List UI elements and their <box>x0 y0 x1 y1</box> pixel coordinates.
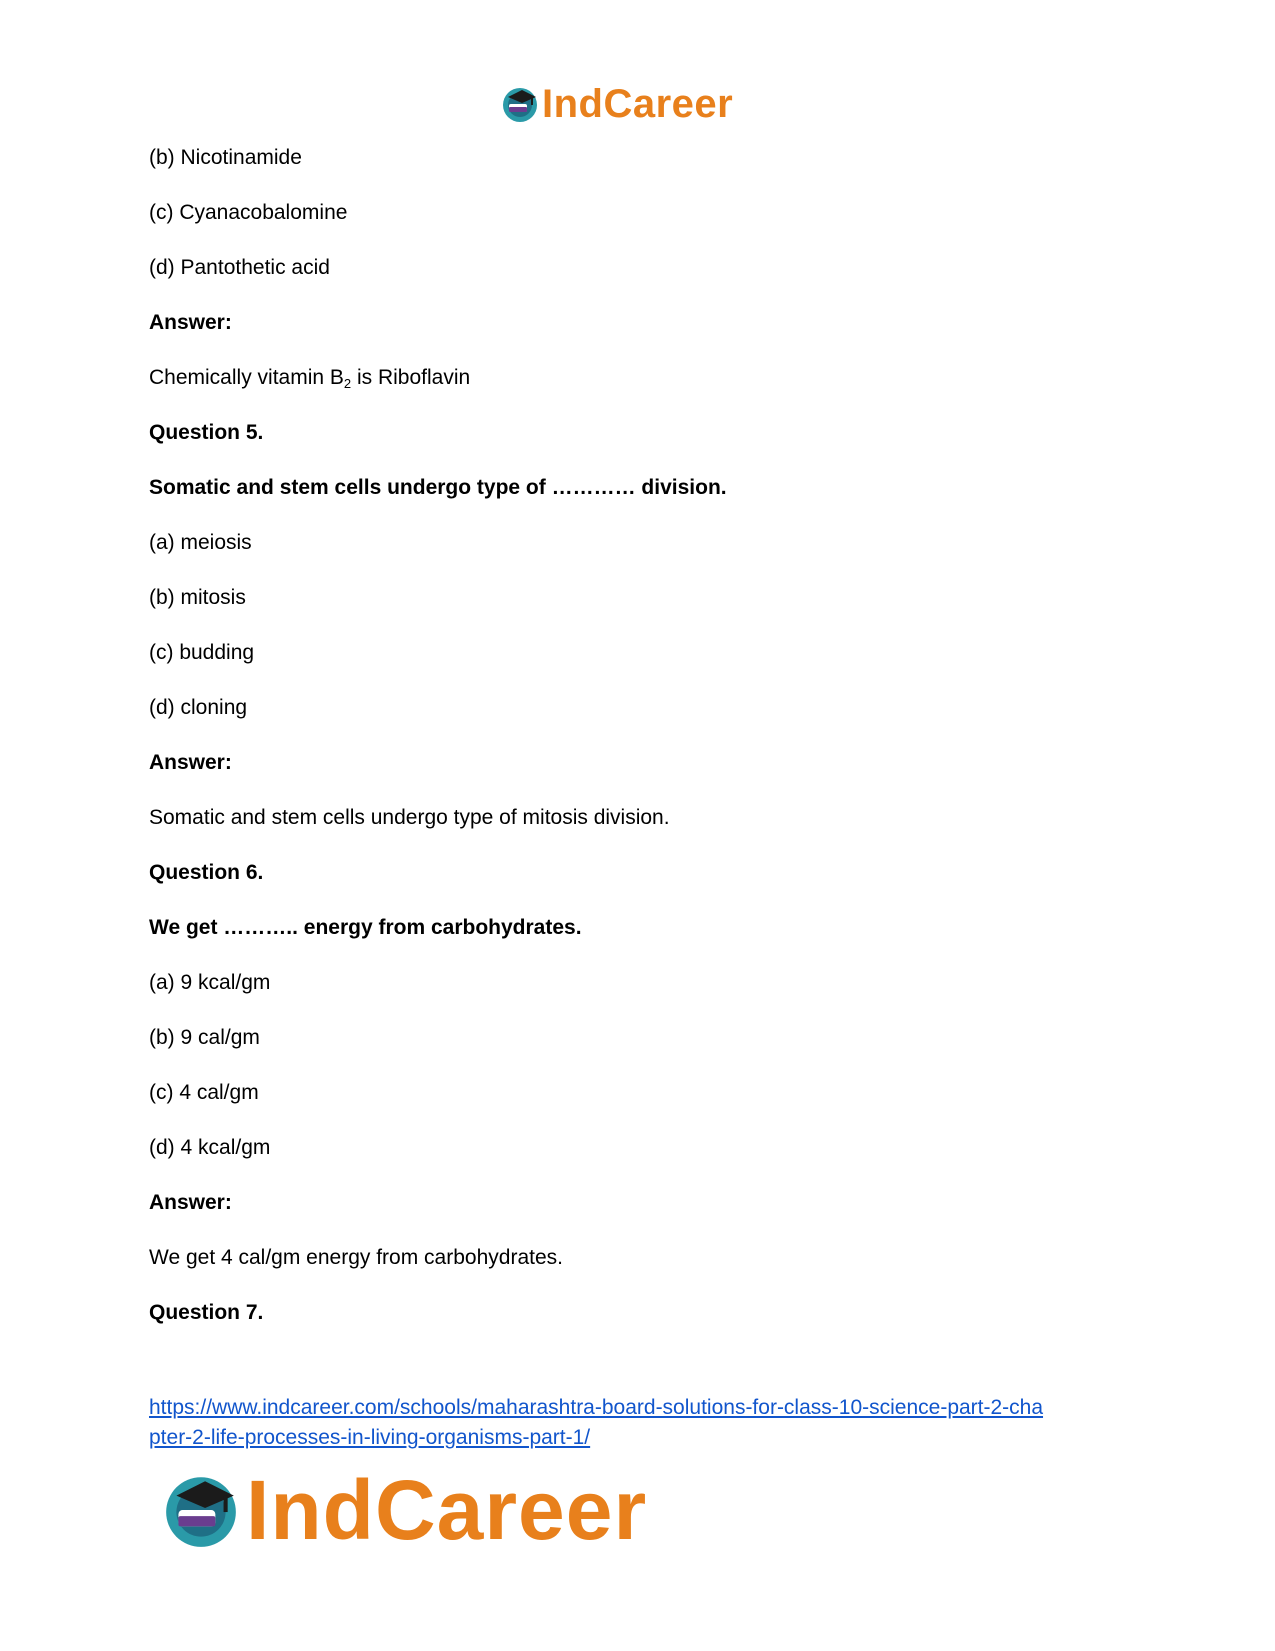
answer-prefix: Chemically vitamin B <box>149 366 344 389</box>
header-logo <box>500 80 733 128</box>
option-c: (c) Cyanacobalomine <box>149 201 348 224</box>
option-c: (c) budding <box>149 641 255 664</box>
answer-subscript: 2 <box>343 376 352 391</box>
option-b: (b) mitosis <box>149 586 246 609</box>
answer-label: Answer: <box>149 751 232 774</box>
graduation-globe-icon <box>500 84 540 124</box>
option-d: (d) cloning <box>149 696 248 719</box>
logo-text: IndCareer <box>246 1462 648 1557</box>
question-text: Somatic and stem cells undergo type of ………… division. <box>149 476 727 499</box>
source-link-line1[interactable]: https://www.indcareer.com/schools/maharashtra-board-solutions-for-class-10-science-part-2-cha <box>149 1396 1044 1419</box>
option-c: (c) 4 cal/gm <box>149 1081 259 1104</box>
option-d: (d) 4 kcal/gm <box>149 1136 271 1159</box>
graduation-globe-icon <box>160 1469 242 1551</box>
answer-label: Answer: <box>149 311 232 334</box>
option-a: (a) 9 kcal/gm <box>149 971 271 994</box>
question-label: Question 6. <box>149 861 264 884</box>
source-link[interactable] <box>149 1393 1149 1453</box>
option-a: (a) meiosis <box>149 531 252 554</box>
question-label: Question 7. <box>149 1301 264 1324</box>
answer-text: Somatic and stem cells undergo type of mitosis division. <box>149 806 670 829</box>
logo-text: IndCareer <box>542 81 734 126</box>
question-text: We get ……….. energy from carbohydrates. <box>149 916 582 939</box>
option-d: (d) Pantothetic acid <box>149 256 330 279</box>
source-link-line2[interactable]: pter-2-life-processes-in-living-organisms-part-1/ <box>149 1426 591 1449</box>
answer-text: We get 4 cal/gm energy from carbohydrates. <box>149 1246 563 1269</box>
document-body <box>149 146 1149 1356</box>
question-label: Question 5. <box>149 421 264 444</box>
option-b: (b) 9 cal/gm <box>149 1026 260 1049</box>
answer-text <box>149 366 1149 390</box>
answer-suffix: is Riboflavin <box>351 366 471 389</box>
option-b: (b) Nicotinamide <box>149 146 302 169</box>
footer-logo <box>160 1462 648 1557</box>
answer-label: Answer: <box>149 1191 232 1214</box>
